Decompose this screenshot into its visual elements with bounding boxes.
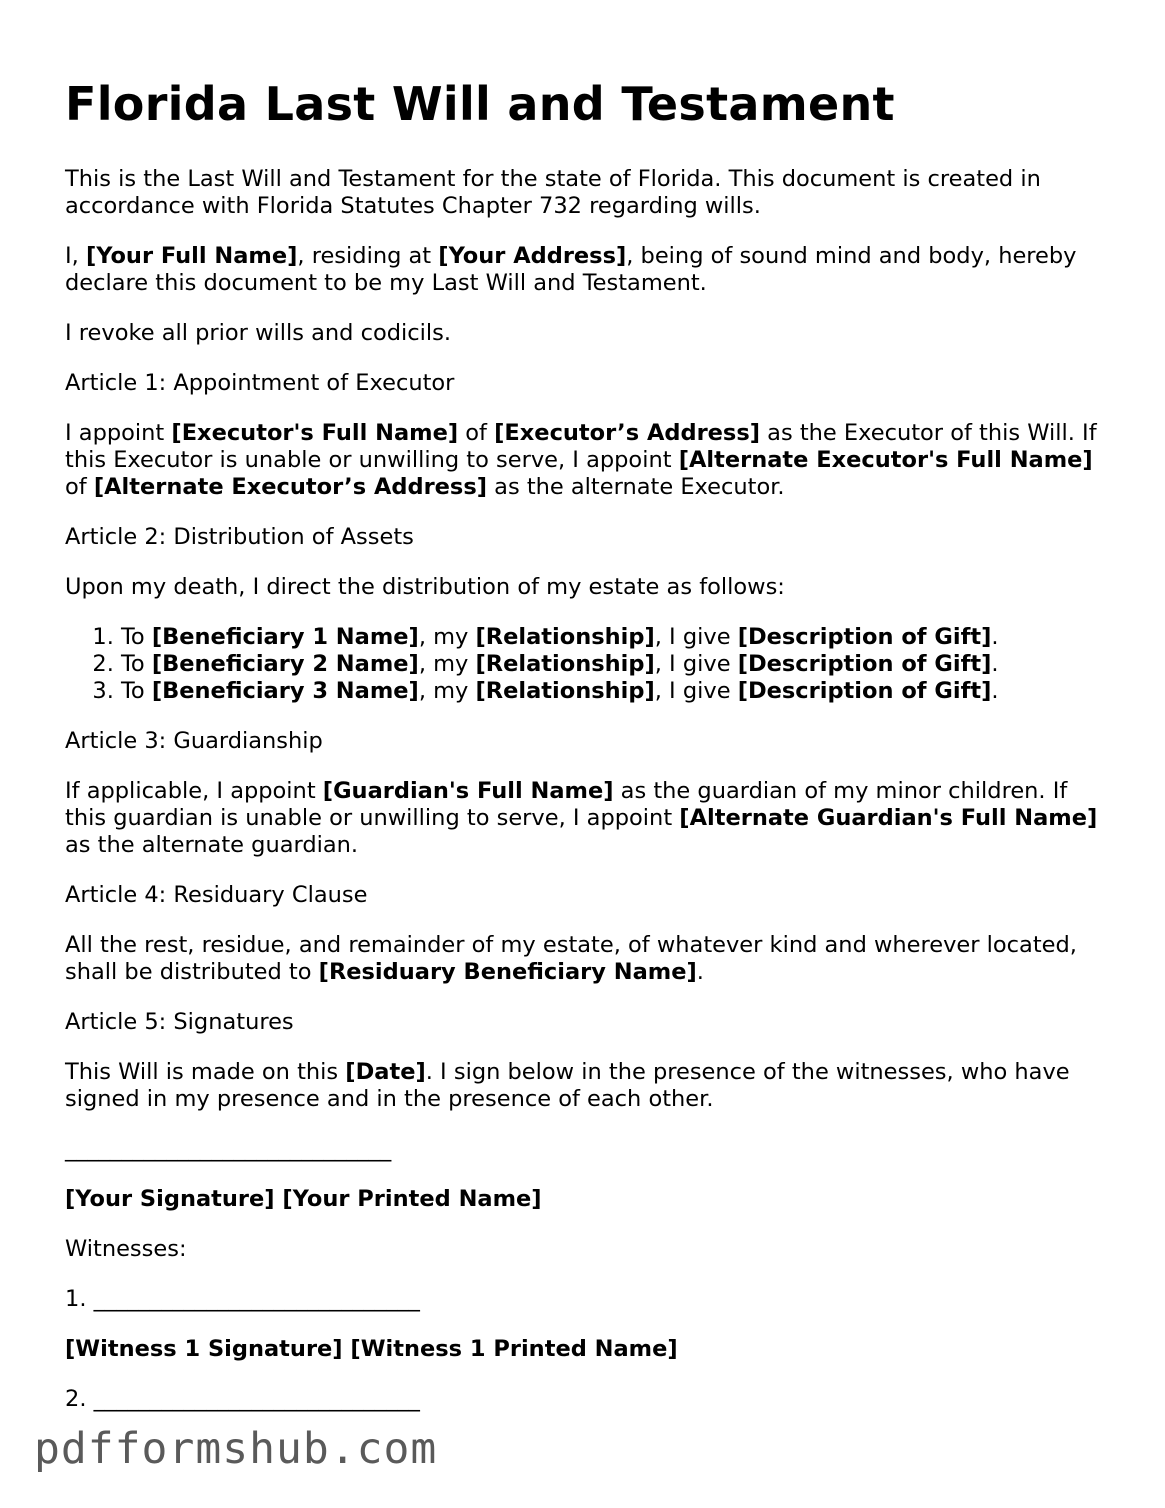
- list-item: 2. To [Beneficiary 2 Name], my [Relationship], I give [Description of Gift].: [121, 651, 1105, 678]
- relationship-field: [Relationship]: [475, 650, 655, 677]
- gift-description-field: [Description of Gift]: [737, 623, 992, 650]
- signature-label: [Your Signature] [Your Printed Name]: [65, 1185, 542, 1212]
- alt-executor-name-field: [Alternate Executor's Full Name]: [678, 446, 1093, 473]
- page-title: Florida Last Will and Testament: [65, 77, 895, 131]
- witness-1-line: 1. _____________________________: [65, 1285, 420, 1312]
- list-item: 1. To [Beneficiary 1 Name], my [Relationship], I give [Description of Gift].: [121, 624, 1105, 651]
- witness-1-label: [Witness 1 Signature] [Witness 1 Printed Name]: [65, 1335, 678, 1362]
- article-5-heading: Article 5: Signatures: [65, 1008, 294, 1035]
- gift-description-field: [Description of Gift]: [737, 650, 992, 677]
- signature-line: _____________________________: [65, 1135, 392, 1162]
- guardian-name-field: [Guardian's Full Name]: [322, 777, 614, 804]
- relationship-field: [Relationship]: [475, 623, 655, 650]
- revoke-paragraph: I revoke all prior wills and codicils.: [65, 319, 452, 346]
- declaration-paragraph: I, [Your Full Name], residing at [Your Address], being of sound mind and body, hereby declare this document to be my Last Will and Testament.: [65, 242, 1077, 296]
- list-item: 3. To [Beneficiary 3 Name], my [Relationship], I give [Description of Gift].: [121, 678, 1105, 705]
- date-field: [Date]: [345, 1058, 426, 1085]
- will-document: [65, 78, 1105, 1436]
- article-4-heading: Article 4: Residuary Clause: [65, 881, 368, 908]
- watermark-logo: pdfformshub.com: [34, 1424, 438, 1474]
- witnesses-heading: Witnesses:: [65, 1235, 187, 1262]
- article-1-paragraph: I appoint [Executor's Full Name] of [Executor’s Address] as the Executor of this Will. If this Executor is unable or unwilling to serve, I appoint [Alternate Executor's Full Name] of [Alternate Executor’s Address] as the alternate Executor.: [65, 419, 1097, 500]
- beneficiary-list: [65, 624, 1105, 705]
- alt-guardian-name-field: [Alternate Guardian's Full Name]: [679, 804, 1098, 831]
- beneficiary-2-name-field: [Beneficiary 2 Name]: [151, 650, 419, 677]
- residuary-beneficiary-field: [Residuary Beneficiary Name]: [318, 958, 697, 985]
- article-2-heading: Article 2: Distribution of Assets: [65, 523, 414, 550]
- beneficiary-3-name-field: [Beneficiary 3 Name]: [151, 677, 419, 704]
- beneficiary-1-name-field: [Beneficiary 1 Name]: [151, 623, 419, 650]
- article-3-heading: Article 3: Guardianship: [65, 727, 323, 754]
- executor-address-field: [Executor’s Address]: [494, 419, 760, 446]
- executor-name-field: [Executor's Full Name]: [171, 419, 459, 446]
- alt-executor-address-field: [Alternate Executor’s Address]: [93, 473, 487, 500]
- your-address-field: [Your Address]: [438, 242, 627, 269]
- intro-paragraph: This is the Last Will and Testament for the state of Florida. This document is created in accordance with Florida Statutes Chapter 732 regarding wills.: [65, 165, 1041, 219]
- relationship-field: [Relationship]: [475, 677, 655, 704]
- gift-description-field: [Description of Gift]: [737, 677, 992, 704]
- article-5-paragraph: This Will is made on this [Date]. I sign below in the presence of the witnesses, who have signed in my presence and in the presence of each other.: [65, 1058, 1070, 1112]
- witness-2-line: 2. _____________________________: [65, 1385, 420, 1412]
- article-4-paragraph: All the rest, residue, and remainder of my estate, of whatever kind and wherever located, shall be distributed to [Residuary Beneficiary Name].: [65, 931, 1077, 985]
- article-3-paragraph: If applicable, I appoint [Guardian's Full Name] as the guardian of my minor children. If this guardian is unable or unwilling to serve, I appoint [Alternate Guardian's Full Name] as the alternate guardian.: [65, 777, 1098, 858]
- your-full-name-field: [Your Full Name]: [85, 242, 298, 269]
- article-2-intro: Upon my death, I direct the distribution of my estate as follows:: [65, 573, 785, 600]
- article-1-heading: Article 1: Appointment of Executor: [65, 369, 455, 396]
